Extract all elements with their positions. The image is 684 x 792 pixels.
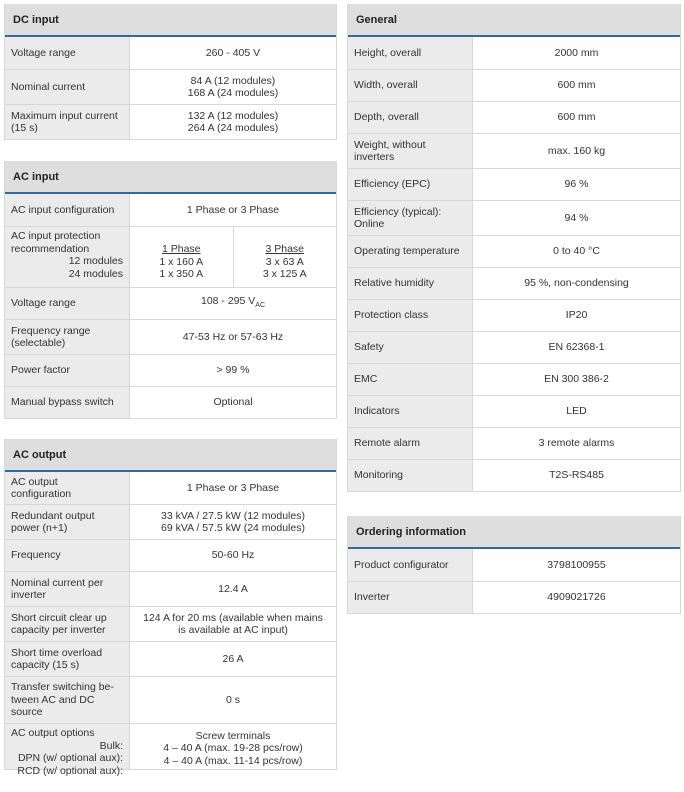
table-row xyxy=(5,287,336,319)
row-label xyxy=(5,607,130,641)
value-line: is available at AC input) xyxy=(178,624,288,636)
row-label xyxy=(5,105,130,139)
label-line: Nominal current per xyxy=(11,576,104,589)
table-row xyxy=(5,194,336,226)
table-row xyxy=(348,395,680,427)
row-value: 1 Phase or 3 Phase xyxy=(186,203,280,216)
value-line: 26 A xyxy=(222,652,244,665)
row-label xyxy=(5,677,130,723)
row-value xyxy=(130,540,336,571)
table-row xyxy=(5,571,336,606)
table-row xyxy=(348,168,680,200)
ac-output-title: AC output xyxy=(5,439,336,472)
label-line: Monitoring xyxy=(354,469,404,482)
ordering-table xyxy=(347,516,681,614)
table-row xyxy=(5,104,336,139)
row-label xyxy=(348,134,473,168)
phase3-column xyxy=(233,227,337,287)
row-value: 4909021726 xyxy=(547,591,606,604)
row-value xyxy=(130,288,336,319)
value-line: Screw terminals xyxy=(195,729,271,742)
table-row xyxy=(5,386,336,418)
table-row xyxy=(5,37,336,69)
row-value xyxy=(130,505,336,539)
phase3-heading-text: Phase xyxy=(271,243,305,256)
table-row xyxy=(5,354,336,386)
value-line: 1 Phase or 3 Phase xyxy=(186,481,280,494)
row-value xyxy=(130,70,336,104)
row-label xyxy=(5,540,130,571)
label-line: 24 modules xyxy=(68,267,123,280)
label-line: Redundant output xyxy=(11,509,95,522)
row-label: Inverter xyxy=(348,582,473,613)
label-line: tween AC and DC xyxy=(11,693,95,706)
table-row xyxy=(348,37,680,69)
table-row xyxy=(348,267,680,299)
label-line: Protection class xyxy=(354,309,429,322)
row-value: EN 300 386-2 xyxy=(544,373,609,386)
general-title: General xyxy=(348,4,680,37)
row-label: Manual bypass switch xyxy=(5,387,130,418)
label-line: power (n+1) xyxy=(11,522,68,534)
table-row xyxy=(5,504,336,539)
protection-values xyxy=(130,227,336,287)
row-label xyxy=(348,37,473,69)
row-label: Voltage range xyxy=(5,288,130,319)
voltage-subscript: AC xyxy=(255,301,266,309)
value-line: 33 kVA / 27.5 kW (12 modules) xyxy=(161,509,305,522)
row-label xyxy=(348,460,473,491)
row-value: 260 - 405 V xyxy=(205,46,261,59)
row-label: AC input configuration xyxy=(5,194,130,226)
row-label xyxy=(348,364,473,395)
table-row xyxy=(5,641,336,676)
ac-output-rows xyxy=(5,472,336,723)
label-line: capacity per inverter xyxy=(11,624,106,636)
label-line: Relative humidity xyxy=(354,277,434,290)
row-value: 96 % xyxy=(564,178,589,191)
row-value: 94 % xyxy=(564,211,589,224)
label-line: Safety xyxy=(354,341,384,354)
label-line: Weight, without xyxy=(354,138,426,151)
dc-input-table xyxy=(4,4,337,140)
row-label xyxy=(348,70,473,101)
value-line: 1 x 350 A xyxy=(159,268,204,281)
row-label xyxy=(348,428,473,459)
table-row xyxy=(348,581,680,613)
label-line: Depth, overall xyxy=(354,111,419,124)
ac-input-title: AC input xyxy=(5,161,336,194)
value-line: 132 A (12 modules) xyxy=(187,109,279,122)
label-line: RCD (w/ optional aux): xyxy=(17,764,123,777)
label-line: Efficiency (EPC) xyxy=(354,178,431,191)
label-line: inverter xyxy=(11,589,47,601)
table-row xyxy=(5,606,336,641)
row-label xyxy=(348,102,473,133)
row-value: 600 mm xyxy=(557,79,596,92)
table-row xyxy=(5,319,336,354)
dc-input-title: DC input xyxy=(5,4,336,37)
table-row xyxy=(348,549,680,581)
label-line: Frequency xyxy=(11,549,61,562)
row-value: 95 %, non-condensing xyxy=(524,277,629,290)
table-row xyxy=(348,101,680,133)
label-line: Bulk: xyxy=(99,739,123,752)
table-row xyxy=(348,200,680,235)
label-line: (15 s) xyxy=(11,122,38,134)
label-line: Maximum input current xyxy=(11,109,118,122)
label-line: AC output xyxy=(11,475,58,488)
label-line: configuration xyxy=(11,488,72,500)
value-line: 3 x 125 A xyxy=(262,268,307,281)
table-row xyxy=(5,723,336,777)
row-value: > 99 % xyxy=(216,364,250,377)
label-line: Operating temperature xyxy=(354,245,460,258)
table-row xyxy=(348,299,680,331)
voltage-value: 108 - 295 V xyxy=(200,294,256,307)
row-value: max. 160 kg xyxy=(547,144,606,157)
value-line: 1 x 160 A xyxy=(159,255,204,268)
table-row xyxy=(348,133,680,168)
general-rows xyxy=(348,37,680,491)
ac-input-table xyxy=(4,161,337,419)
row-value: T2S-RS485 xyxy=(549,469,604,482)
label-line: Indicators xyxy=(354,405,400,418)
table-row xyxy=(5,226,336,287)
label-line: Short time overload xyxy=(11,646,103,659)
label-line: recommendation xyxy=(11,242,90,255)
general-table xyxy=(347,4,681,492)
table-row xyxy=(348,427,680,459)
value-line: 69 kVA / 57.5 kW (24 modules) xyxy=(161,522,305,534)
row-label xyxy=(5,472,130,504)
row-label: Power factor xyxy=(5,355,130,386)
value-line: 168 A (24 modules) xyxy=(187,87,279,99)
row-value: 3 remote alarms xyxy=(538,437,615,450)
label-line: Frequency range xyxy=(11,324,91,337)
value-line: 4 – 40 A (max. 11-14 pcs/row) xyxy=(163,754,303,767)
row-label xyxy=(348,169,473,200)
label-line: (selectable) xyxy=(11,337,66,349)
label-line: Width, overall xyxy=(354,79,418,92)
label-line: AC input protection xyxy=(11,230,101,242)
label-line: Remote alarm xyxy=(354,437,420,450)
phase1-heading-num: 1 xyxy=(161,243,168,256)
label-line: inverters xyxy=(354,151,395,163)
ac-output-table xyxy=(4,439,337,777)
row-label xyxy=(5,642,130,676)
row-value xyxy=(130,724,336,769)
table-row xyxy=(5,539,336,571)
value-line: 0 s xyxy=(225,693,240,706)
label-line: Online xyxy=(354,218,385,230)
value-line: 4 – 40 A (max. 19-28 pcs/row) xyxy=(163,742,303,755)
value-line: 3 x 63 A xyxy=(265,255,304,268)
value-line: 50-60 Hz xyxy=(211,549,255,562)
row-label xyxy=(348,268,473,299)
row-label xyxy=(348,300,473,331)
row-value: IP20 xyxy=(565,309,588,322)
table-row xyxy=(348,69,680,101)
table-row xyxy=(5,676,336,723)
label-line: Transfer switching be- xyxy=(11,681,114,694)
row-value: 600 mm xyxy=(557,111,596,124)
table-row xyxy=(348,331,680,363)
row-value xyxy=(130,677,336,723)
label-line: 12 modules xyxy=(68,255,123,267)
label-line: AC output options xyxy=(11,727,95,739)
row-value: 2000 mm xyxy=(554,46,599,59)
row-label xyxy=(5,320,130,354)
row-label: Nominal current xyxy=(5,70,130,104)
row-label xyxy=(5,724,130,777)
label-line: DPN (w/ optional aux): xyxy=(17,752,123,764)
table-row xyxy=(348,363,680,395)
table-row xyxy=(348,459,680,491)
table-row xyxy=(5,69,336,104)
phase1-heading-text: Phase xyxy=(167,243,201,256)
row-value xyxy=(130,105,336,139)
row-label xyxy=(348,201,473,235)
label-line: capacity (15 s) xyxy=(11,659,80,671)
row-value xyxy=(130,642,336,676)
value-line: 84 A (12 modules) xyxy=(190,74,276,87)
value-line: 264 A (24 modules) xyxy=(187,122,279,134)
row-label xyxy=(5,572,130,606)
row-value: 0 to 40 °C xyxy=(553,245,600,258)
row-label: Product configurator xyxy=(348,549,473,581)
phase3-heading-num: 3 xyxy=(265,243,272,256)
row-value: LED xyxy=(566,405,587,418)
table-row xyxy=(348,235,680,267)
row-label: Voltage range xyxy=(5,37,130,69)
row-value: EN 62368-1 xyxy=(548,341,605,354)
row-value: Optional xyxy=(213,396,253,409)
value-line: 124 A for 20 ms (available when mains xyxy=(143,611,323,624)
label-line: Efficiency (typical): xyxy=(354,205,442,218)
label-line: EMC xyxy=(354,373,378,386)
phase1-column xyxy=(130,227,233,287)
row-label xyxy=(5,227,130,287)
row-value xyxy=(130,607,336,641)
label-line: source xyxy=(11,706,43,719)
ordering-title: Ordering information xyxy=(348,516,680,549)
label-line: Height, overall xyxy=(354,46,422,59)
row-value: 3798100955 xyxy=(547,558,606,571)
row-label xyxy=(348,396,473,427)
row-value xyxy=(130,572,336,606)
row-value: 47-53 Hz or 57-63 Hz xyxy=(182,330,284,343)
label-line: Short circuit clear up xyxy=(11,611,107,624)
row-value xyxy=(130,472,336,504)
row-label xyxy=(5,505,130,539)
value-line: 12.4 A xyxy=(218,582,248,595)
row-label xyxy=(348,236,473,267)
table-row xyxy=(5,472,336,504)
row-label xyxy=(348,332,473,363)
